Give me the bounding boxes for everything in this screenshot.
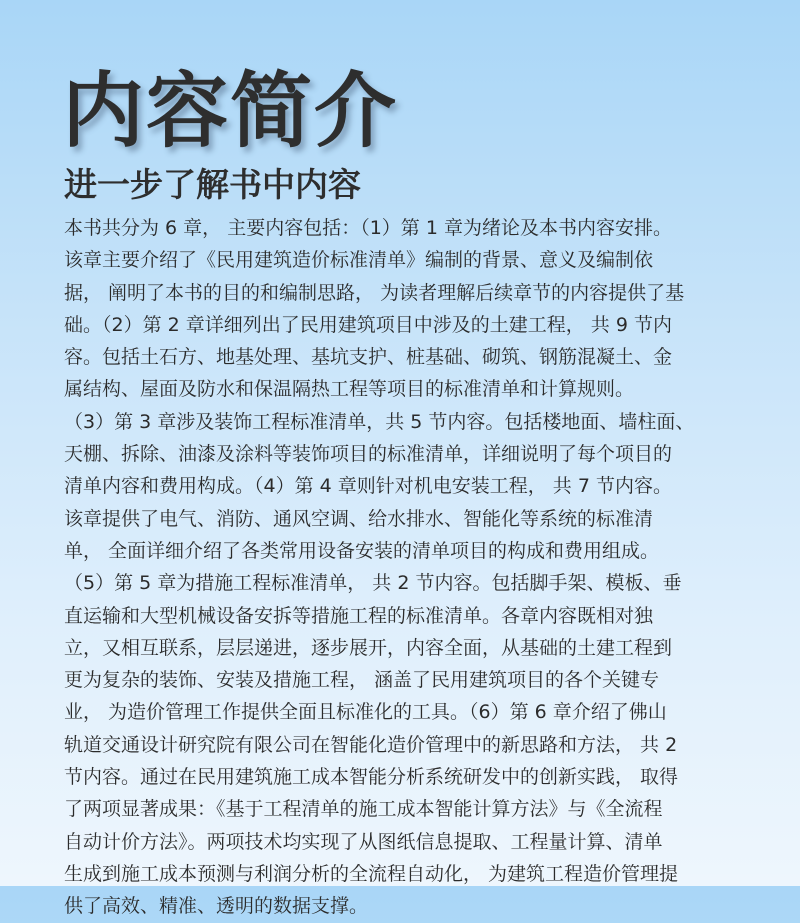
text-line: 单， 全面详细介绍了各类常用设备安装的清单项目的构成和费用组成。: [64, 539, 660, 562]
text-line: 据， 阐明了本书的目的和编制思路， 为读者理解后续章节的内容提供了基: [64, 281, 685, 304]
page-subtitle: 进一步了解书中内容: [64, 165, 361, 204]
text-line: 节内容。通过在民用建筑施工成本智能分析系统研发中的创新实践， 取得: [64, 766, 679, 789]
text-line: 础。（2）第 2 章详细列出了民用建筑项目中涉及的土建工程， 共 9 节内: [64, 313, 672, 336]
text-line: 业， 为造价管理工作提供全面且标准化的工具。（6）第 6 章介绍了佛山: [64, 701, 667, 724]
intro-paragraph: [64, 212, 740, 923]
text-line: 该章提供了电气、消防、通风空调、给水排水、智能化等系统的标准清: [64, 507, 654, 530]
text-line: 直运输和大型机械设备安拆等措施工程的标准清单。各章内容既相对独: [64, 604, 654, 627]
text-line: 本书共分为 6 章， 主要内容包括：（1）第 1 章为绪论及本书内容安排。: [64, 217, 672, 239]
text-line: 清单内容和费用构成。（4）第 4 章则针对机电安装工程， 共 7 节内容。: [64, 475, 672, 498]
text-line: 更为复杂的装饰、安装及措施工程， 涵盖了民用建筑项目的各个关键专: [64, 669, 660, 692]
text-line: 天棚、拆除、油漆及涂料等装饰项目的标准清单，详细说明了每个项目的: [64, 443, 673, 466]
text-line: 属结构、屋面及防水和保温隔热工程等项目的标准清单和计算规则。: [64, 378, 635, 401]
text-line: 了两项显著成果：《基于工程清单的施工成本智能计算方法》与《全流程: [64, 798, 663, 821]
text-line: 容。包括土石方、地基处理、基坑支护、桩基础、砌筑、钢筋混凝土、金: [64, 346, 673, 369]
text-line: 生成到施工成本预测与利润分析的全流程自动化， 为建筑工程造价管理提: [64, 862, 679, 885]
text-line: （5）第 5 章为措施工程标准清单， 共 2 节内容。包括脚手架、模板、垂: [64, 572, 682, 595]
text-line: （3）第 3 章涉及装饰工程标准清单，共 5 节内容。包括楼地面、墙柱面、: [64, 410, 695, 433]
text-line: 该章主要介绍了《民用建筑造价标准清单》编制的背景、意义及编制依: [64, 249, 654, 272]
text-line: 立，又相互联系，层层递进，逐步展开，内容全面，从基础的土建工程到: [64, 636, 673, 659]
text-line: 供了高效、精准、透明的数据支撑。: [64, 895, 369, 918]
text-line: 自动计价方法》。两项技术均实现了从图纸信息提取、工程量计算、清单: [64, 830, 663, 853]
text-line: 轨道交通设计研究院有限公司在智能化造价管理中的新思路和方法， 共 2: [64, 733, 678, 756]
page-title: 内容简介: [62, 64, 399, 159]
